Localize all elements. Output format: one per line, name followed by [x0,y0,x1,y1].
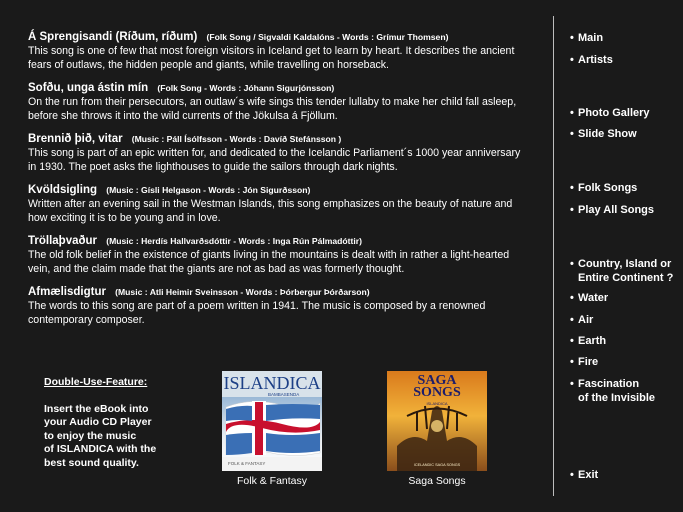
bullet-icon: • [570,314,574,326]
nav-label: Artists [578,54,613,66]
double-use-feature [44,376,204,470]
cover-bottom-text: ICELANDIC SAGA SONGS [413,463,461,467]
song-entry [28,285,528,327]
song-description: This song is one of few that most foreign visitors in Iceland get to learn by heart. It describes the ancient fears of outlaws, the hidden people and giants, while travelling on horseback. [28,45,515,71]
nav-label: Fire [578,356,599,368]
feature-line: of ISLANDICA with the [44,443,157,455]
cover-bottom-text: FOLK & FANTASY [222,457,322,471]
vertical-divider [553,16,554,496]
nav-exit[interactable] [570,468,598,482]
cover-subtitle: ISLANDICA [426,401,448,406]
cd-saga-songs[interactable] [387,371,487,487]
nav-label: Water [578,292,609,304]
feature-line: Insert the eBook into [44,402,149,415]
song-entry [28,132,528,174]
nav-label: Exit [578,469,599,481]
nav-label-line2: of the Invisible [578,392,656,404]
nav-air[interactable] [570,313,593,327]
bullet-icon: • [570,182,574,194]
bullet-icon: • [570,128,574,140]
feature-line: to enjoy the music [44,429,137,442]
song-list [28,30,528,336]
nav-label: Slide Show [578,128,637,140]
song-description: On the run from their persecutors, an outlaw´s wife sings this tender lullaby to make her child fall asleep, before she throws it into the wild currents of the Jökulsa á Fjöllum. [28,96,517,122]
feature-line: best sound quality. [44,456,139,469]
nav-photo-gallery[interactable] [570,106,650,120]
bullet-icon: • [570,469,574,481]
song-title: Tröllaþvaður [28,235,98,247]
song-entry [28,81,528,123]
nav-water[interactable] [570,291,608,305]
bullet-icon: • [570,292,574,304]
song-title: Kvöldsigling [28,184,97,196]
feature-line: your Audio CD Player [44,416,152,428]
cover-title-line2: SONGS [413,385,461,400]
islandica-cover-image[interactable] [222,371,322,471]
song-credits: (Music : Atli Heimir Sveinsson - Words : Þórbergur Þórðarson) [115,287,370,297]
song-credits: (Music : Gísli Helgason - Words : Jón Sigurðsson) [106,185,311,195]
nav-label-line2: Entire Continent ? [578,272,674,284]
song-entry [28,30,528,72]
saga-songs-cover-image[interactable] [387,371,487,471]
nav-label: Earth [578,335,607,347]
bullet-icon: • [570,335,574,347]
nav-earth[interactable] [570,334,606,348]
bullet-icon: • [570,107,574,119]
cd-caption[interactable]: Saga Songs [408,475,466,487]
song-credits: (Folk Song - Words : Jóhann Sigurjónsson) [157,83,335,93]
nav-slide-show[interactable] [570,127,637,141]
nav-play-all-songs[interactable] [570,203,654,217]
bullet-icon: • [570,204,574,216]
bullet-icon: • [570,54,574,66]
song-entry [28,234,528,276]
cover-subtitle: BAMBASENDA [268,392,300,397]
nav-fire[interactable] [570,355,598,369]
cover-title: ISLANDICA [223,373,321,393]
bullet-icon: • [570,356,574,368]
nav-folk-songs[interactable] [570,181,637,195]
feature-heading: Double-Use-Feature: [44,376,148,388]
song-title: Brennið þið, vitar [28,133,123,145]
cd-caption[interactable]: Folk & Fantasy [236,475,308,487]
cover-title-line1: SAGA [417,373,457,388]
bullet-icon: • [570,32,574,44]
nav-label: Main [578,32,604,44]
song-credits: (Folk Song / Sigvaldi Kaldalóns - Words : Grímur Thomsen) [206,32,449,42]
song-credits: (Music : Páll Ísólfsson - Words : Davíð Stefánsson ) [131,134,342,144]
nav-label: Photo Gallery [578,107,650,119]
song-entry [28,183,528,225]
song-title: Á Sprengisandi (Ríðum, ríðum) [28,31,198,43]
nav-label: Air [578,314,594,326]
bullet-icon: • [570,378,574,390]
nav-label: Country, Island or [578,258,672,270]
cd-folk-fantasy[interactable] [222,371,322,487]
cover-title [387,375,487,399]
song-description: The old folk belief in the existence of giants living in the mountains is dealt with in rather a light-hearted vein, and the claim made that the giants are not as bad as was formerly thought. [28,249,510,275]
bullet-icon: • [570,258,574,270]
nav-fascination-invisible[interactable] [570,377,655,405]
song-description: The words to this song are part of a poem written in 1941. The music is composed by a renowned contemporary composer. [28,300,486,326]
nav-label: Fascination [578,378,640,390]
song-title: Sofðu, unga ástin mín [28,82,149,94]
nav-label: Play All Songs [578,204,655,216]
nav-main[interactable] [570,31,603,45]
nav-label: Folk Songs [578,182,638,194]
song-title: Afmælisdigtur [28,286,106,298]
icelandic-flag-icon [222,397,322,459]
nav-country-island-continent[interactable] [570,257,673,285]
nav-artists[interactable] [570,53,613,67]
song-credits: (Music : Herdís Hallvarðsdóttir - Words : Inga Rún Pálmadóttir) [106,236,363,246]
song-description: Written after an evening sail in the Westman Islands, this song emphasizes on the beauty of nature and how exciting it is to be young and in love. [28,198,513,224]
song-description: This song is part of an epic written for, and dedicated to the Icelandic Parliament´s 1000 year anniversary in 1930. The poet asks the lighthouses to guide the sailors through dark nights. [28,147,521,173]
